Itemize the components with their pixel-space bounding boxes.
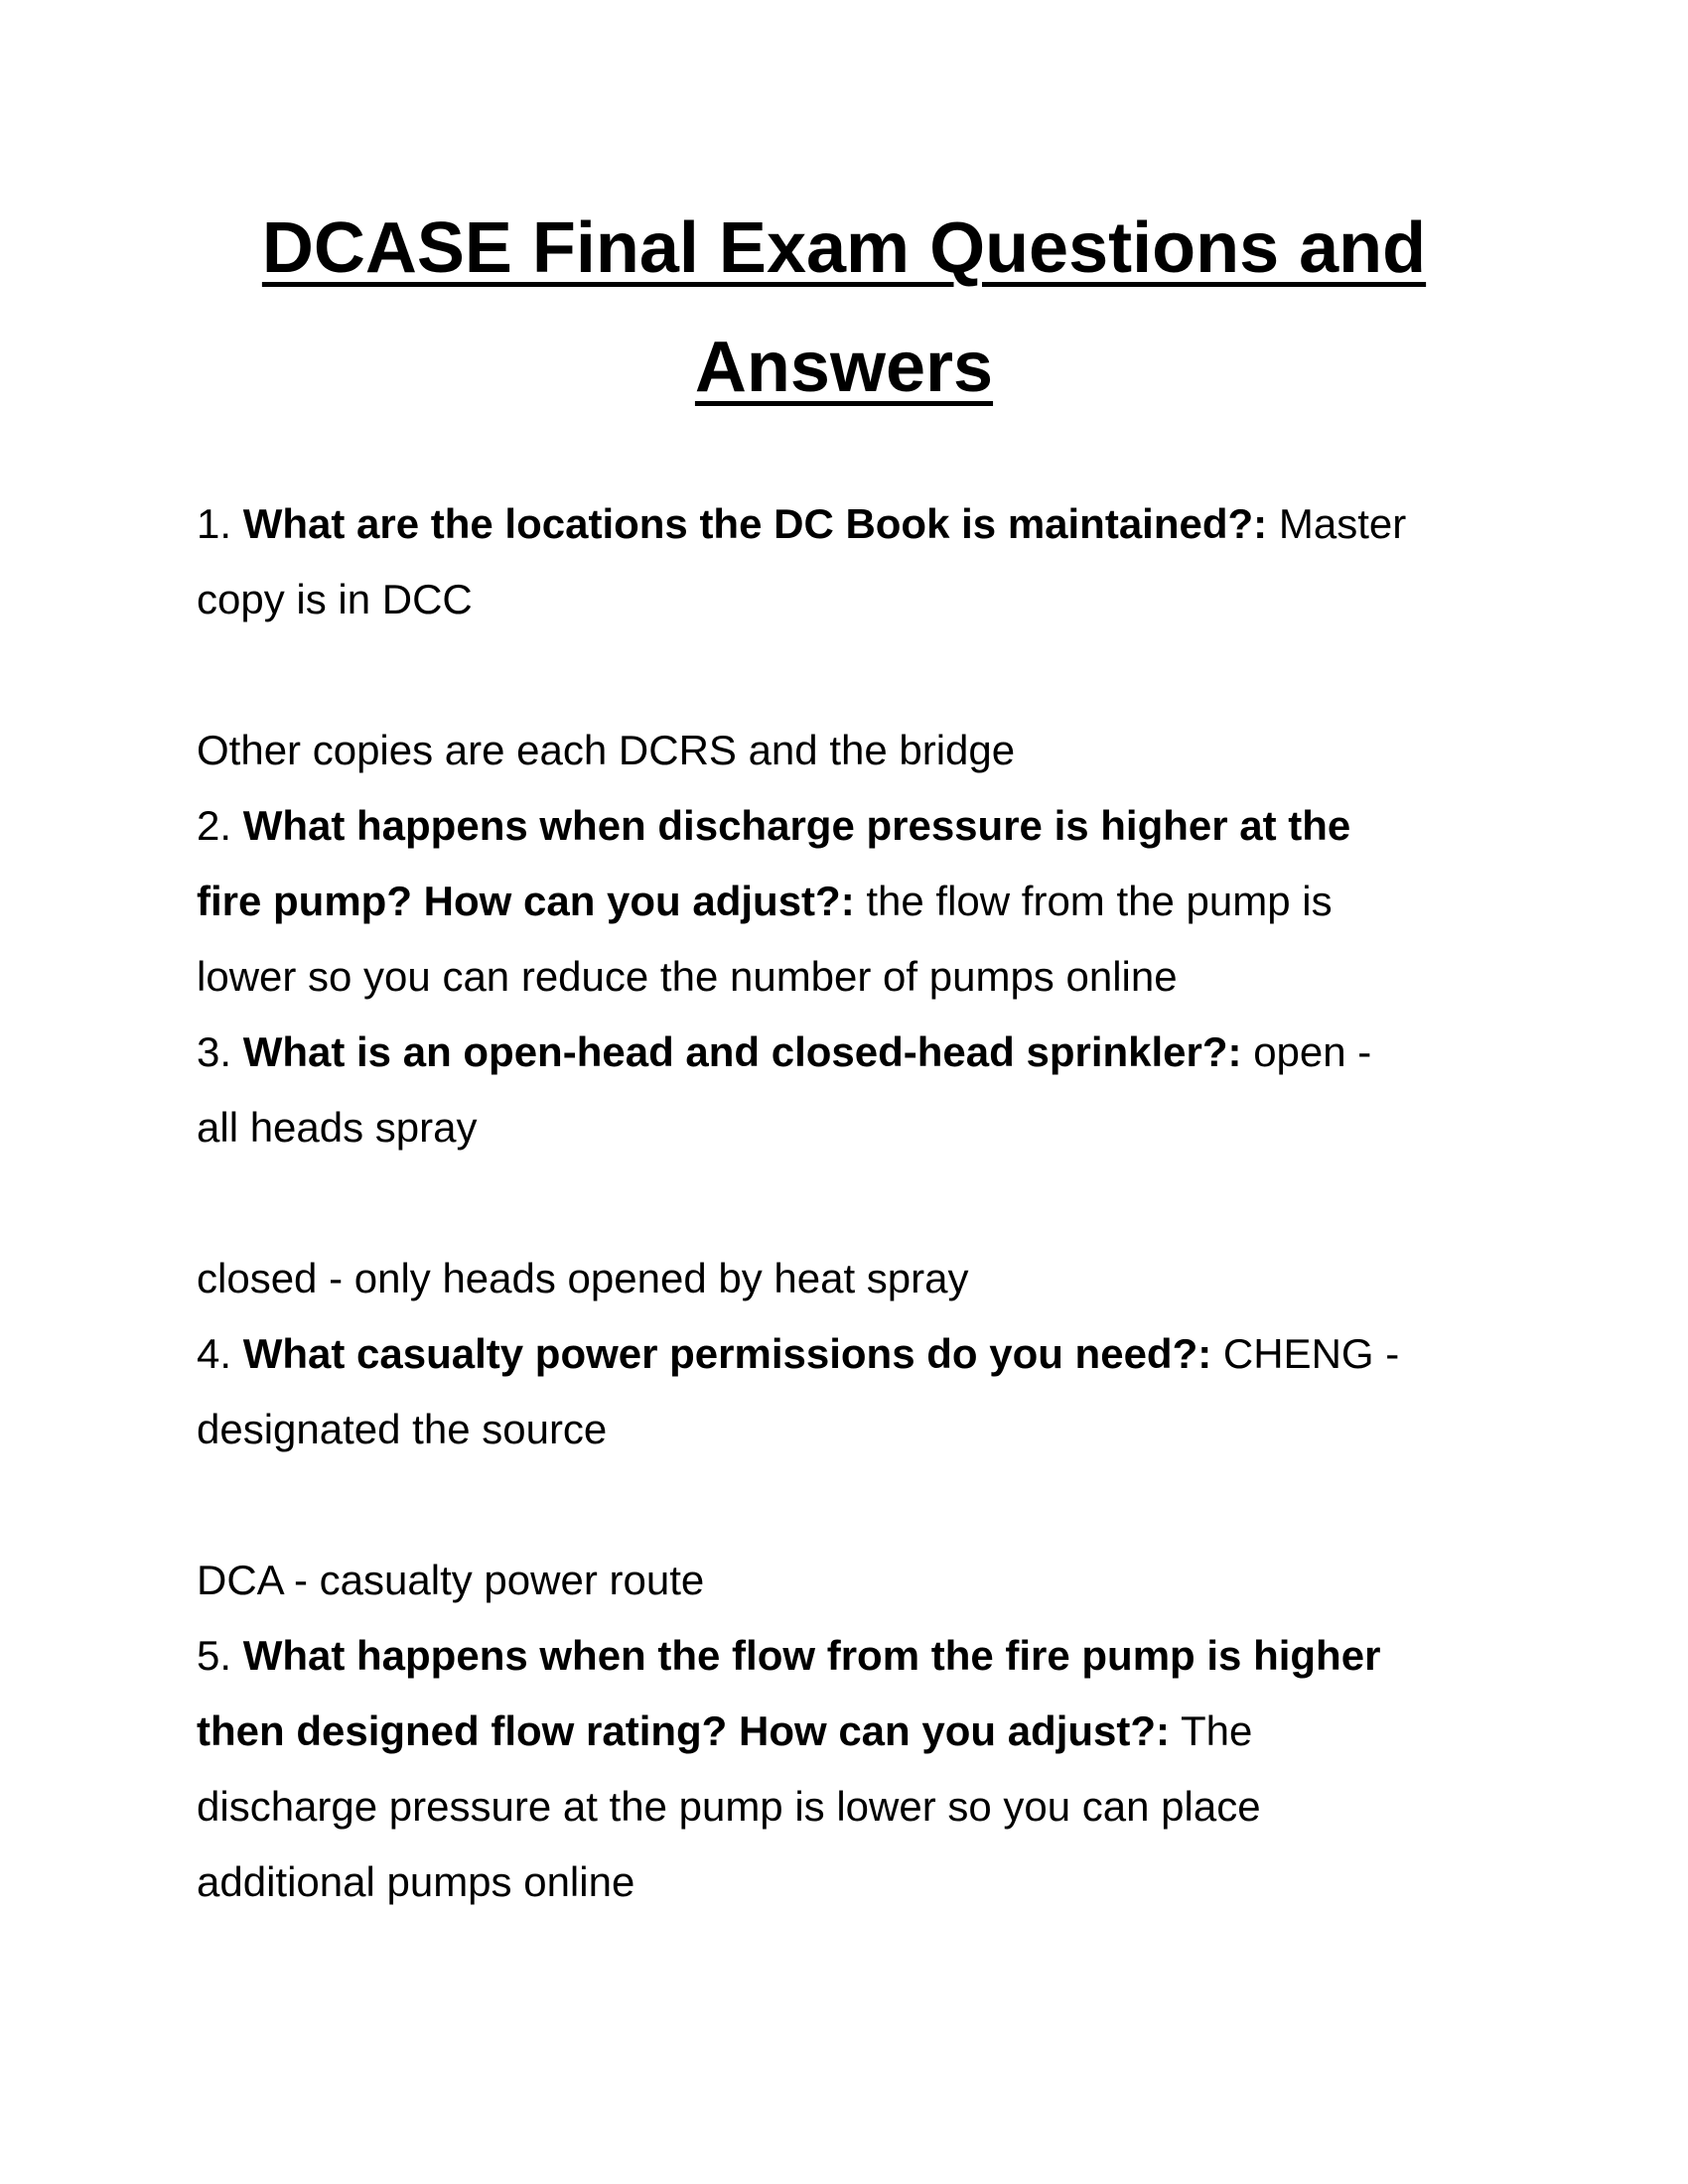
question-text: then designed flow rating? How can you adjust?: bbox=[197, 1707, 1171, 1754]
answer-line: all heads spray bbox=[197, 1104, 478, 1151]
answer-text: Master bbox=[1278, 500, 1407, 547]
question-text: What is an open-head and closed-head sprinkler?: bbox=[242, 1028, 1242, 1075]
answer-line: lower so you can reduce the number of pumps online bbox=[197, 953, 1178, 1000]
qa-line bbox=[197, 864, 1517, 939]
qa-line bbox=[197, 1618, 1517, 1694]
qa-item-5 bbox=[197, 1618, 1517, 1920]
answer-line: closed - only heads opened by heat spray bbox=[197, 1255, 969, 1301]
qa-line bbox=[197, 1316, 1517, 1392]
qa-line bbox=[197, 788, 1517, 864]
answer-line: discharge pressure at the pump is lower so you can place bbox=[197, 1783, 1261, 1830]
answer-line: Other copies are each DCRS and the bridge bbox=[197, 727, 1016, 773]
title-line-1: DCASE Final Exam Questions and bbox=[261, 208, 1427, 288]
qa-item-3 bbox=[197, 1015, 1517, 1316]
qa-line bbox=[197, 1015, 1517, 1090]
document-title bbox=[149, 189, 1539, 427]
qa-list bbox=[197, 486, 1517, 1920]
question-text: What happens when the flow from the fire pump is higher bbox=[242, 1632, 1381, 1679]
question-text: fire pump? How can you adjust?: bbox=[197, 878, 855, 924]
answer-line: DCA - casualty power route bbox=[197, 1557, 705, 1603]
question-number: 2. bbox=[197, 802, 232, 849]
qa-item-1 bbox=[197, 486, 1517, 788]
answer-text: CHENG - bbox=[1222, 1330, 1400, 1377]
blank-line bbox=[197, 1467, 1517, 1543]
question-number: 4. bbox=[197, 1330, 232, 1377]
qa-item-2 bbox=[197, 788, 1517, 1015]
blank-line bbox=[197, 1165, 1517, 1241]
answer-line: designated the source bbox=[197, 1406, 608, 1452]
qa-item-4 bbox=[197, 1316, 1517, 1618]
answer-text: The bbox=[1180, 1707, 1253, 1754]
question-text: What are the locations the DC Book is maintained?: bbox=[242, 500, 1268, 547]
question-number: 1. bbox=[197, 500, 232, 547]
question-number: 3. bbox=[197, 1028, 232, 1075]
title-line-2: Answers bbox=[694, 328, 994, 407]
qa-line bbox=[197, 1694, 1517, 1769]
question-number: 5. bbox=[197, 1632, 232, 1679]
qa-line bbox=[197, 486, 1517, 562]
blank-line bbox=[197, 637, 1517, 713]
answer-text: the flow from the pump is bbox=[866, 878, 1333, 924]
answer-line: additional pumps online bbox=[197, 1858, 635, 1905]
question-text: What happens when discharge pressure is higher at the bbox=[242, 802, 1351, 849]
answer-line: copy is in DCC bbox=[197, 576, 473, 622]
question-text: What casualty power permissions do you need?: bbox=[242, 1330, 1212, 1377]
answer-text: open - bbox=[1253, 1028, 1372, 1075]
